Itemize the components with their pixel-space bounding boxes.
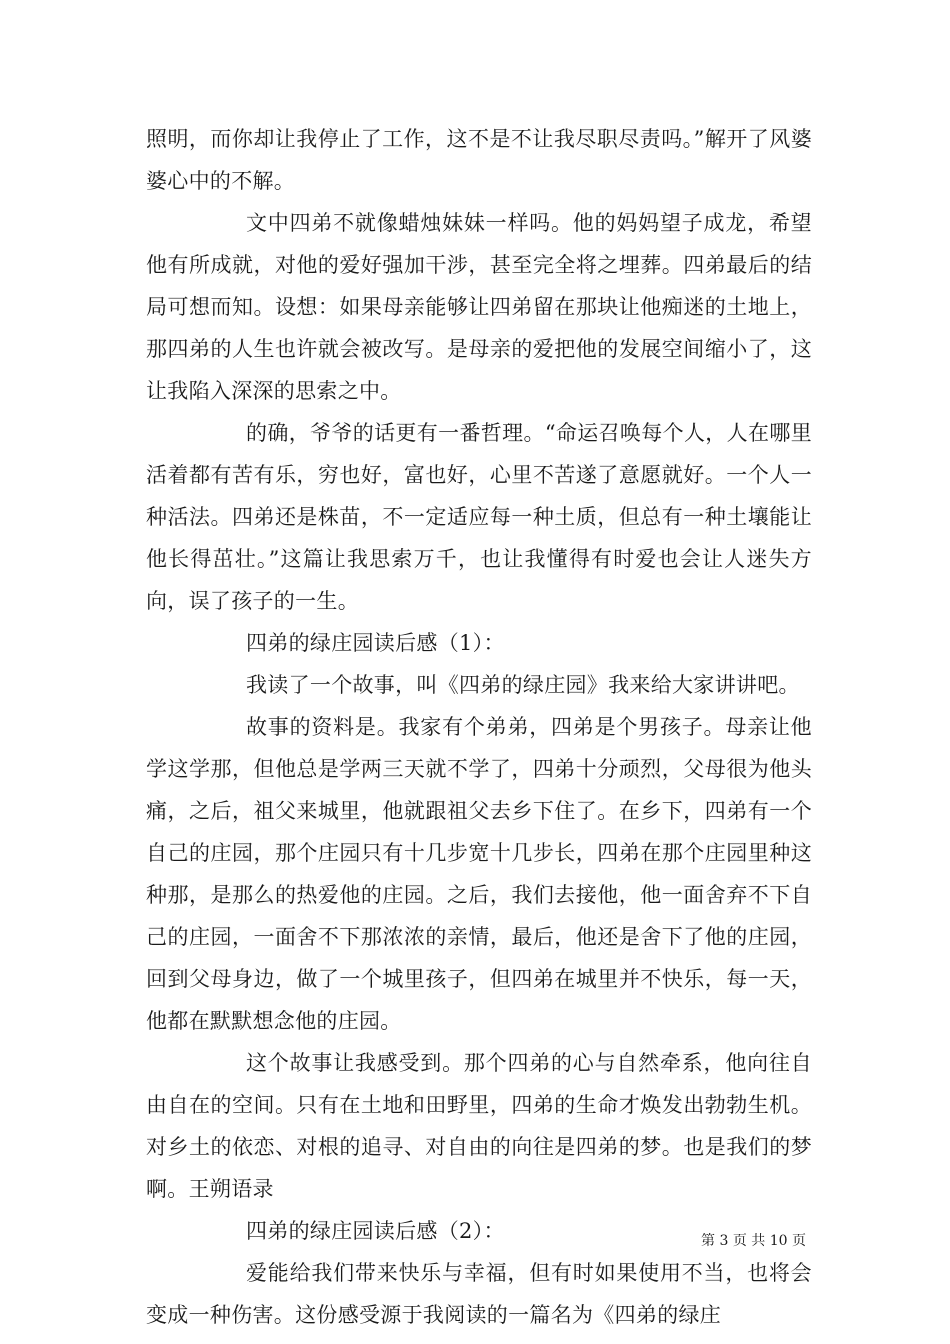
paragraph-4: 我读了一个故事，叫《四弟的绿庄园》我来给大家讲讲吧。 (246, 673, 800, 697)
paragraph-3: 的确，爷爷的话更有一番哲理。“命运召唤每个人，人在哪里活着都有苦有乐，穷也好，富也好，心里不苦遂了意愿就好。一个人一种活法。四弟还是株苗，不一定适应每一种土质，但总有一种土壤能让他长得茁壮。”这篇让我思索万千，也让我懂得有时爱也会让人迷失方向，误了孩子的一生。 (146, 421, 812, 613)
paragraph-2: 文中四弟不就像蜡烛妹妹一样吗。他的妈妈望子成龙，希望他有所成就，对他的爱好强加干涉，甚至完全将之埋葬。四弟最后的结局可想而知。设想：如果母亲能够让四弟留在那块让他痴迷的土地上，那四弟的人生也许就会被改写。是母亲的爱把他的发展空间缩小了，这让我陷入深深的思索之中。 (146, 211, 812, 403)
paragraph-1: 照明，而你却让我停止了工作，这不是不让我尽职尽责吗。”解开了风婆婆心中的不解。 (146, 127, 812, 193)
paragraph-5: 故事的资料是。我家有个弟弟，四弟是个男孩子。母亲让他学这学那，但他总是学两三天就不学了，四弟十分顽烈，父母很为他头痛，之后，祖父来城里，他就跟祖父去乡下住了。在乡下，四弟有一个自己的庄园，那个庄园只有十几步宽十几步长，四弟在那个庄园里种这种那，是那么的热爱他的庄园。之后，我们去接他，他一面舍弃不下自己的庄园，一面舍不下那浓浓的亲情，最后，他还是舍下了他的庄园，回到父母身边，做了一个城里孩子，但四弟在城里并不快乐，每一天，他都在默默想念他的庄园。 (146, 715, 812, 1033)
paragraph-7: 爱能给我们带来快乐与幸福，但有时如果使用不当，也将会变成一种伤害。这份感受源于我阅读的一篇名为《四弟的绿庄 (146, 1261, 812, 1327)
section-heading-1: 四弟的绿庄园读后感（1）： (246, 631, 505, 655)
section-heading-2: 四弟的绿庄园读后感（2）： (246, 1219, 505, 1243)
paragraph-6: 这个故事让我感受到。那个四弟的心与自然牵系，他向往自由自在的空间。只有在土地和田野里，四弟的生命才焕发出勃勃生机。对乡土的依恋、对根的追寻、对自由的向往是四弟的梦。也是我们的梦啊。王朔语录 (146, 1051, 812, 1201)
page-number: 第 3 页 共 10 页 (701, 1233, 806, 1249)
body-text (146, 118, 812, 1336)
